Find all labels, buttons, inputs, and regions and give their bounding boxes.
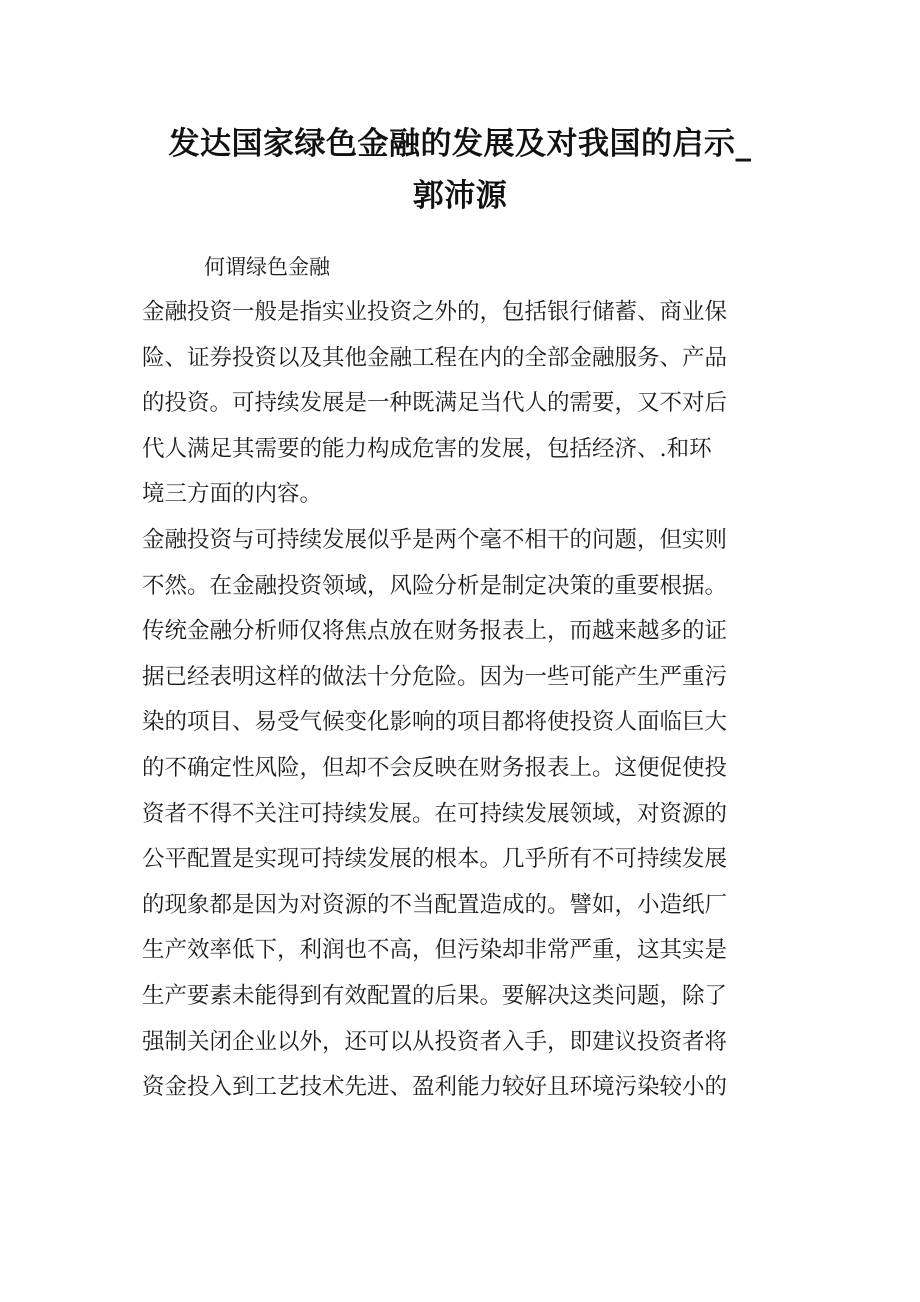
text-line: 境三方面的内容。 (142, 481, 323, 508)
text-line: 资者不得不关注可持续发展。在可持续发展领域，对资源的 (142, 800, 728, 827)
text-line: 的现象都是因为对资源的不当配置造成的。譬如，小造纸厂 (142, 891, 728, 918)
text-line: 强制关闭企业以外，还可以从投资者入手，即建议投资者将 (142, 1028, 728, 1055)
body-text (142, 290, 802, 1111)
document-title-line-1: 发达国家绿色金融的发展及对我国的启示_ (168, 126, 752, 162)
text-line: 据已经表明这样的做法十分危险。因为一些可能产生严重污 (142, 663, 728, 690)
section-heading: 何谓绿色金融 (204, 255, 330, 279)
text-line: 不然。在金融投资领域，风险分析是制定决策的重要根据。 (142, 572, 728, 599)
text-line: 代人满足其需要的能力构成危害的发展，包括经济、.和环 (142, 435, 712, 462)
text-line: 公平配置是实现可持续发展的根本。几乎所有不可持续发展 (142, 846, 728, 873)
text-line: 金融投资与可持续发展似乎是两个毫不相干的问题，但实则 (142, 526, 728, 553)
text-line: 金融投资一般是指实业投资之外的，包括银行储蓄、商业保 (142, 299, 728, 325)
text-line: 生产要素未能得到有效配置的后果。要解决这类问题，除了 (142, 982, 728, 1009)
text-line: 的不确定性风险，但却不会反映在财务报表上。这便促使投 (142, 754, 728, 781)
text-line: 的投资。可持续发展是一种既满足当代人的需要，又不对后 (142, 390, 728, 417)
text-line: 传统金融分析师仅将焦点放在财务报表上，而越来越多的证 (142, 618, 728, 645)
text-line: 险、证券投资以及其他金融工程在内的全部金融服务、产品 (142, 344, 728, 371)
document-title-line-2: 郭沛源 (412, 178, 508, 214)
text-line: 生产效率低下，利润也不高，但污染却非常严重，这其实是 (142, 937, 728, 964)
text-line: 染的项目、易受气候变化影响的项目都将使投资人面临巨大 (142, 709, 728, 736)
text-line: 资金投入到工艺技术先进、盈利能力较好且环境污染较小的 (142, 1074, 728, 1101)
